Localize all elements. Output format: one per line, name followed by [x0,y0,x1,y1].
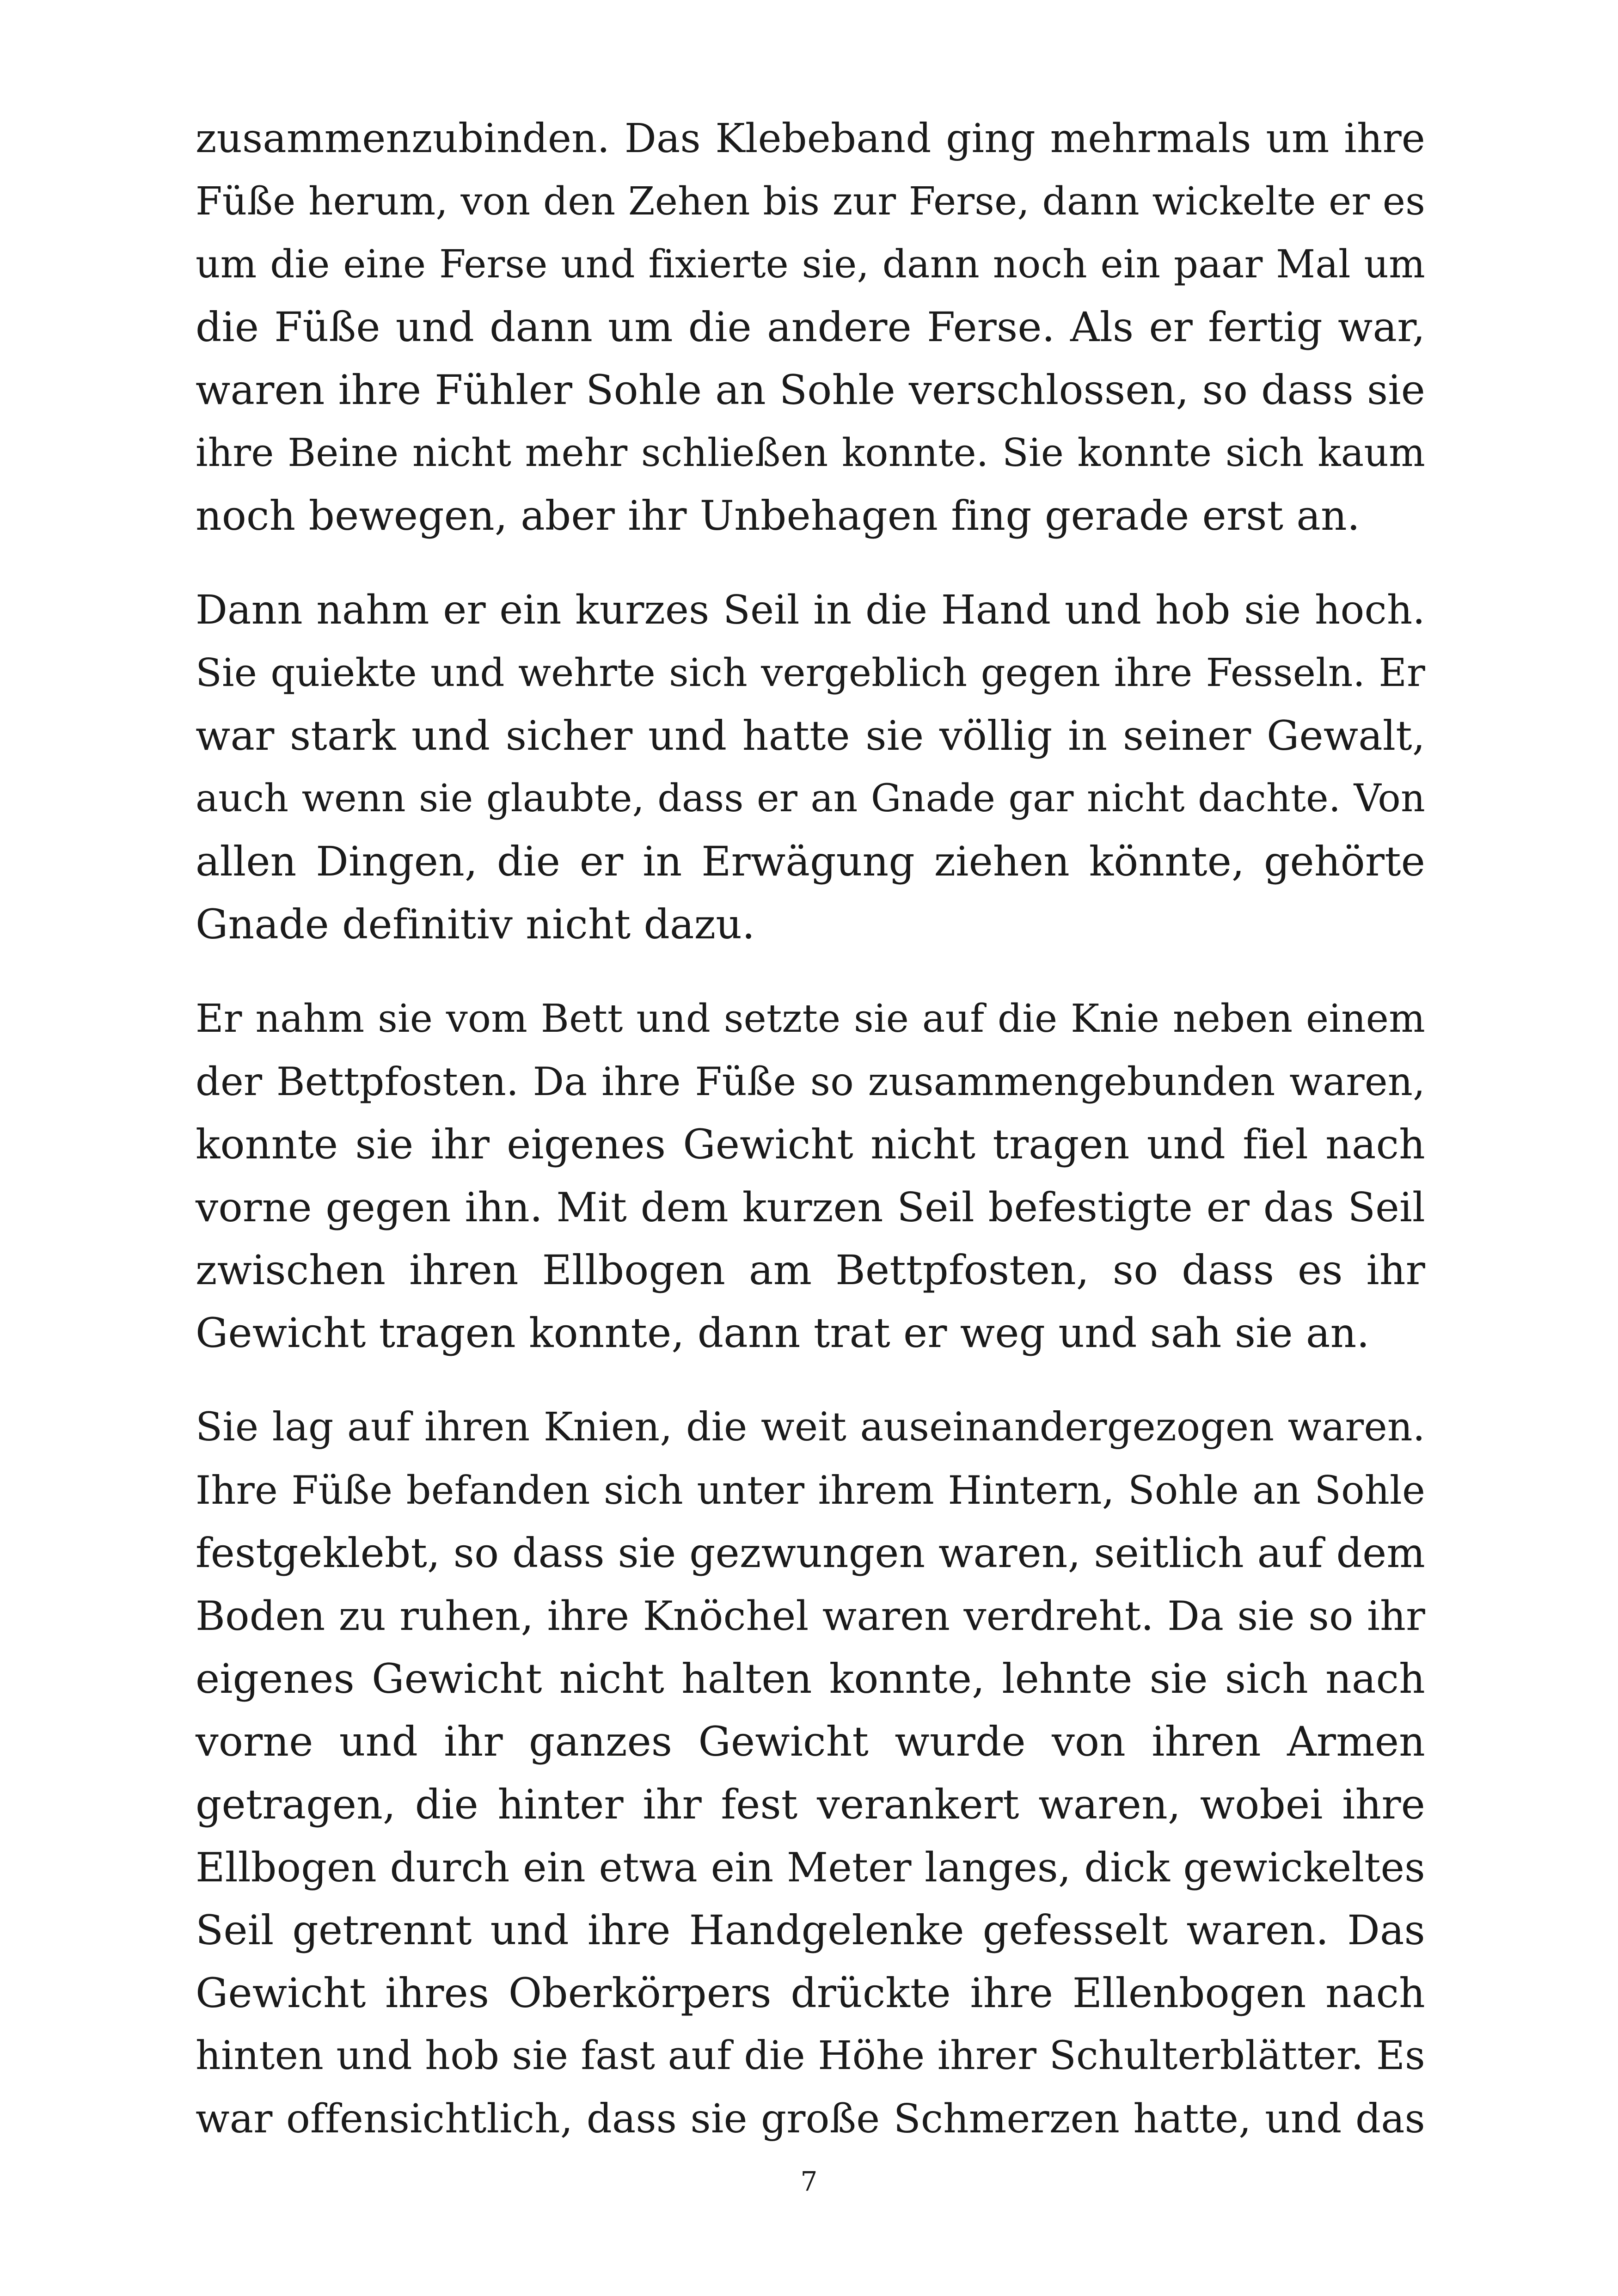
paragraph [196,987,1425,1365]
text-line: zwischen ihren Ellbogen am Bettpfosten, so dass es ihr [196,1246,1425,1294]
text-line: war offensichtlich, dass sie große Schmerzen hatte, und das [196,2096,1425,2142]
page-number: 7 [800,2166,818,2197]
text-line: Sie quiekte und wehrte sich vergeblich gegen ihre Fesseln. Er [196,650,1425,695]
text-line: vorne und ihr ganzes Gewicht wurde von ihren Armen [196,1718,1425,1765]
text-line: Dann nahm er ein kurzes Seil in die Hand und hob sie hoch. [196,587,1425,633]
text-line: Gewicht tragen konnte, dann trat er weg und sah sie an. [196,1309,1370,1357]
text-line: ihre Beine nicht mehr schließen konnte. Sie konnte sich kaum [196,430,1425,475]
text-line: war stark und sicher und hatte sie völlig in seiner Gewalt, [196,712,1425,759]
paragraph [196,579,1425,956]
body-text [196,107,1425,2182]
text-line: allen Dingen, die er in Erwägung ziehen könnte, gehörte [196,838,1425,885]
text-line: hinten und hob sie fast auf die Höhe ihrer Schulterblätter. Es [196,2033,1425,2079]
paragraph [196,107,1425,547]
text-line: zusammenzubinden. Das Klebeband ging mehrmals um ihre [196,116,1425,162]
text-line: konnte sie ihr eigenes Gewicht nicht tragen und fiel nach [196,1120,1425,1168]
text-line: die Füße und dann um die andere Ferse. Als er fertig war, [196,303,1425,351]
text-line: Sie lag auf ihren Knien, die weit auseinandergezogen waren. [196,1404,1425,1450]
text-line: Boden zu ruhen, ihre Knöchel waren verdreht. Da sie so ihr [196,1592,1425,1640]
text-line: Füße herum, von den Zehen bis zur Ferse, dann wickelte er es [196,179,1425,224]
text-line: Gewicht ihres Oberkörpers drückte ihre Ellenbogen nach [196,1969,1425,2017]
text-line: Seil getrennt und ihre Handgelenke gefesselt waren. Das [196,1906,1425,1954]
text-line: Ihre Füße befanden sich unter ihrem Hintern, Sohle an Sohle [196,1468,1425,1513]
paragraph [196,1396,1425,2150]
text-line: noch bewegen, aber ihr Unbehagen fing gerade erst an. [196,492,1361,539]
text-line: eigenes Gewicht nicht halten konnte, lehnte sie sich nach [196,1655,1425,1702]
text-line: waren ihre Fühler Sohle an Sohle verschlossen, so dass sie [196,366,1425,414]
text-line: Gnade definitiv nicht dazu. [196,900,755,948]
text-line: um die eine Ferse und fixierte sie, dann noch ein paar Mal um [196,242,1425,287]
text-line: vorne gegen ihn. Mit dem kurzen Seil befestigte er das Seil [196,1184,1425,1231]
text-line: Ellbogen durch ein etwa ein Meter langes, dick gewickeltes [196,1844,1425,1891]
text-line: getragen, die hinter ihr fest verankert waren, wobei ihre [196,1781,1425,1828]
text-line: festgeklebt, so dass sie gezwungen waren, seitlich auf dem [196,1529,1425,1577]
text-line: der Bettpfosten. Da ihre Füße so zusammengebunden waren, [196,1059,1425,1104]
text-line: auch wenn sie glaubte, dass er an Gnade gar nicht dachte. Von [196,777,1425,820]
text-line: Er nahm sie vom Bett und setzte sie auf die Knie neben einem [196,996,1425,1041]
